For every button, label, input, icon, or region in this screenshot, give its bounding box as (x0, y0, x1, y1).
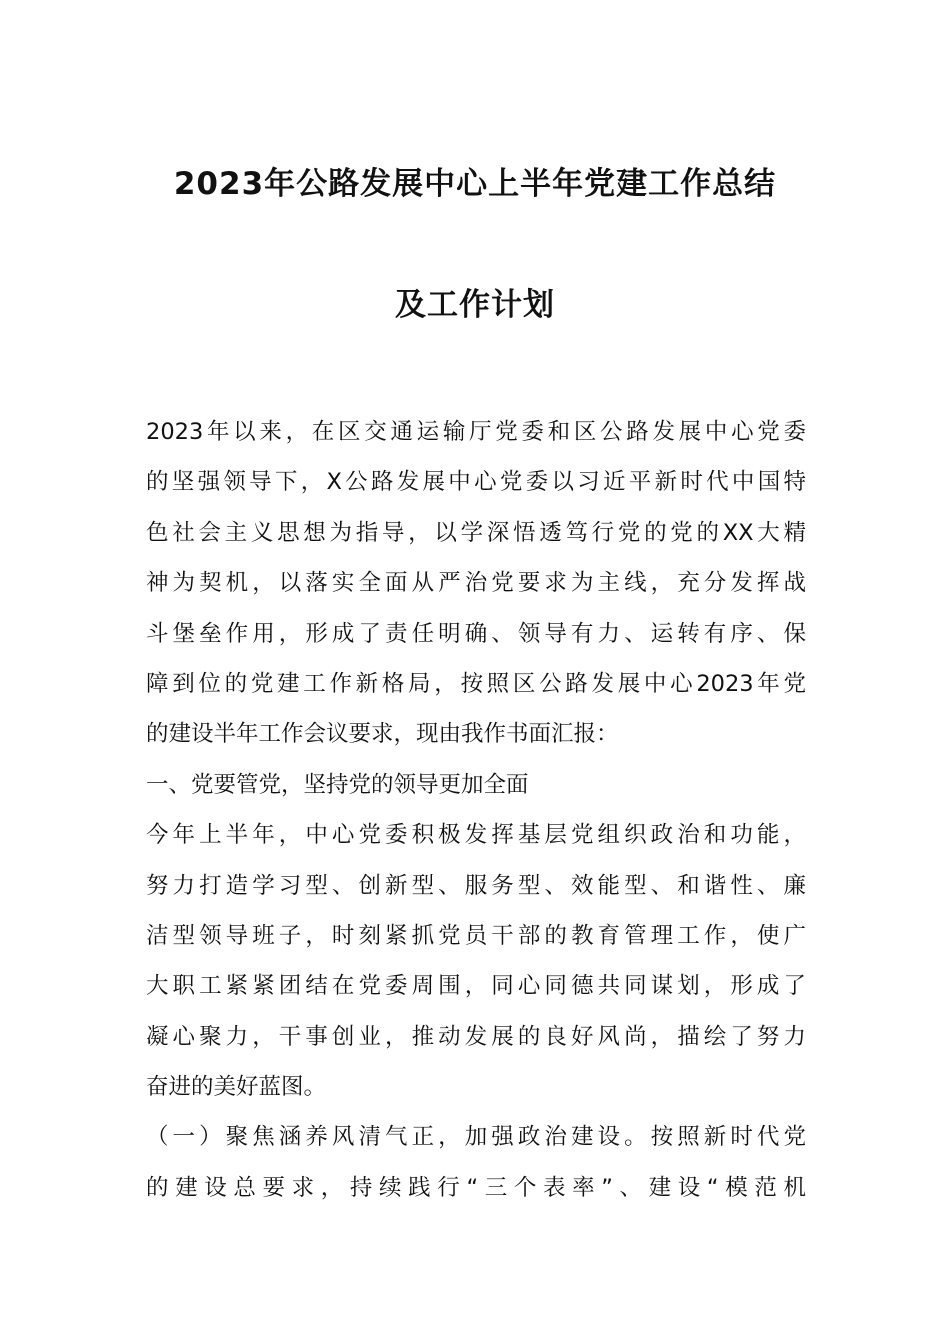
text-line: 凝心聚力，干事创业，推动发展的良好风尚，描绘了努力 (146, 1023, 806, 1050)
text-line: 色社会主义思想为指导，以学深悟透笃行党的党的XX大精 (146, 519, 806, 546)
text-line: 的建设总要求，持续践行“三个表率”、建设“模范机 (146, 1174, 806, 1201)
document-body (146, 407, 806, 1213)
text-line: 2023年以来，在区交通运输厅党委和区公路发展中心党委 (146, 419, 806, 445)
text-line: 的坚强领导下，X公路发展中心党委以习近平新时代中国特 (146, 469, 806, 496)
text-line: 今年上半年，中心党委积极发挥基层党组织政治和功能， (146, 822, 806, 849)
text-line: 大职工紧紧团结在党委周围，同心同德共同谋划，形成了 (146, 973, 806, 1000)
text-line: 障到位的党建工作新格局，按照区公路发展中心2023年党 (146, 670, 806, 697)
subsection-line: （一）聚焦涵养风清气正，加强政治建设。按照新时代党 (146, 1124, 806, 1151)
document-title-line-1: 2023年公路发展中心上半年党建工作总结 (173, 166, 777, 202)
text-line: 努力打造学习型、创新型、服务型、效能型、和谐性、廉 (146, 872, 806, 899)
section-heading: 一、党要管党，坚持党的领导更加全面 (146, 771, 529, 798)
text-line: 神为契机，以落实全面从严治党要求为主线，充分发挥战 (146, 570, 806, 597)
text-line: 洁型领导班子，时刻紧抓党员干部的教育管理工作，使广 (146, 922, 806, 949)
document-title-line-2: 及工作计划 (395, 287, 555, 323)
text-line: 的建设半年工作会议要求，现由我作书面汇报： (146, 721, 619, 748)
text-line: 斗堡垒作用，形成了责任明确、领导有力、运转有序、保 (146, 620, 806, 647)
text-line: 奋进的美好蓝图。 (146, 1074, 327, 1101)
